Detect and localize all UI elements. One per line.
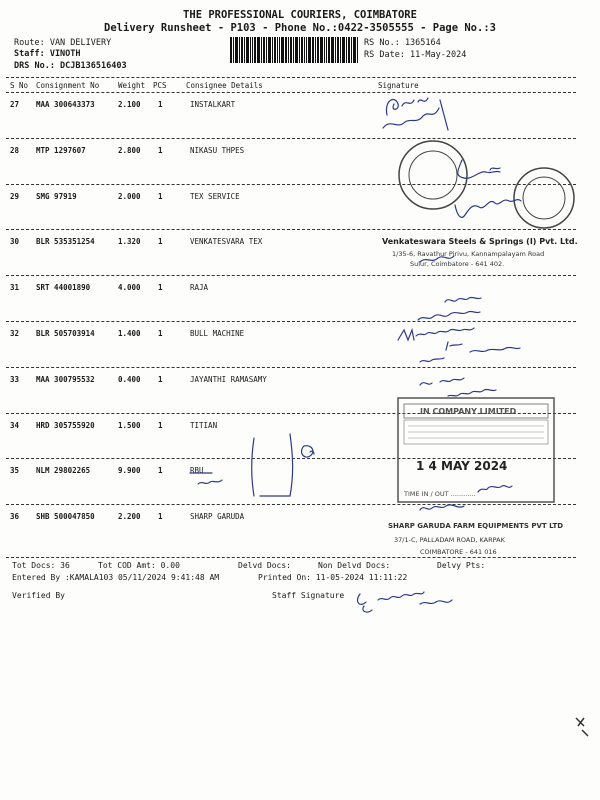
sharp-garuda-stamp [388,505,563,556]
row-consignee: TEX SERVICE [190,191,240,201]
company-name: THE PROFESSIONAL COURIERS, COIMBATORE [183,9,417,21]
row-weight: 2.100 [118,100,141,109]
venkateswara-name: Venkateswara Steels & Springs (I) Pvt. Ltd. [382,237,578,246]
row-consignee: RBU [190,466,204,476]
row-pcs: 1 [158,329,163,338]
col-signature: Signature [378,81,419,90]
row-consignee: SHARP GARUDA [190,512,245,522]
non-delivered-docs: Non Delvd Docs: [318,561,391,570]
courier-company: IN COMPANY LIMITED [420,407,517,416]
row-consignee: BULL MACHINE [190,329,245,338]
verified-by: Verified By [12,591,65,600]
row-pcs: 1 [158,466,163,476]
row-pcs: 1 [158,100,163,109]
row-sno: 36 [10,512,20,522]
sharp-name: SHARP GARUDA FARM EQUIPMENTS PVT LTD [388,522,564,530]
row-consignee: TITIAN [190,420,218,430]
staff-signature-ink [358,592,452,612]
staff-signature: Staff Signature [272,591,345,600]
delivery-points: Delvy Pts: [437,561,486,570]
col-weight: Weight [118,81,146,90]
signature-row-32 [398,328,520,362]
col-sno: S No [10,81,29,90]
row-consignment: MTP 1297607 [36,145,86,155]
row-pcs: 1 [158,283,163,293]
row-consignee: RAJA [190,283,209,293]
row-sno: 32 [10,329,20,338]
courier-stamp [398,398,554,502]
signature-row-34 [252,434,314,496]
sharp-addr1: 37/1-C, PALLADAM ROAD, KARPAK [394,536,505,544]
row-consignee: VENKATESVARA TEX [190,237,263,247]
rs-date: RS Date: 11-May-2024 [364,50,467,60]
sharp-addr2: COIMBATORE - 641 016 [420,548,497,556]
entered-by: Entered By :KAMALA103 05/11/2024 9:41:48 AM [12,573,220,582]
row-sno: 29 [10,191,20,201]
delivered-docs: Delvd Docs: [238,561,291,570]
row-consignee: INSTALKART [190,100,236,109]
drs-number: DRS No.: DCJB136516403 [14,61,127,71]
row-sno: 27 [10,100,20,109]
row-sno: 34 [10,420,20,430]
row-weight: 2.800 [118,145,141,155]
signature-row-31 [418,297,481,320]
total-docs: Tot Docs: 36 [12,561,70,570]
col-pcs: PCS [153,81,167,90]
row-consignment: BLR 535351254 [36,237,95,247]
divider [6,557,576,558]
printed-on: Printed On: 11-05-2024 11:11:22 [258,573,408,582]
row-pcs: 1 [158,374,163,384]
venkateswara-stamp [382,237,578,268]
row-weight: 1.400 [118,329,141,338]
strikethrough-row-35 [190,473,222,484]
col-consignment: Consignment No [36,81,100,90]
runsheet-title: Delivery Runsheet - P103 - Phone No.:0422-3505555 - Page No.:3 [104,22,496,34]
signature-row-27 [383,98,448,130]
row-sno: 30 [10,237,20,247]
venkateswara-addr1: 1/35-6, Ravathur Pirivu, Kannampalayam Road [392,250,545,258]
row-consignment: MAA 300643373 [36,100,95,109]
route-label: Route: VAN DELIVERY [14,38,112,48]
signature-row-33 [420,378,496,396]
row-consignee: NIKASU THPES [190,145,245,155]
row-consignment: SMG 97919 [36,191,77,201]
row-weight: 1.500 [118,420,141,430]
staff-label: Staff: VINOTH [14,49,81,59]
row-pcs: 1 [158,191,163,201]
rs-number: RS No.: 1365164 [364,38,441,48]
row-pcs: 1 [158,237,163,247]
row-consignment: NLM 29802265 [36,466,91,476]
row-weight: 0.400 [118,374,141,384]
courier-date: 1 4 MAY 2024 [416,459,508,473]
courier-time: TIME IN / OUT ............ [404,490,476,498]
row-weight: 1.320 [118,237,141,247]
corner-mark [576,718,588,736]
row-sno: 28 [10,145,20,155]
row-weight: 2.000 [118,191,141,201]
col-consignee: Consignee Details [186,81,263,90]
row-consignment: MAA 300795532 [36,374,95,384]
round-stamp [399,141,574,228]
row-sno: 33 [10,374,20,384]
row-pcs: 1 [158,420,163,430]
total-cod: Tot COD Amt: 0.00 [98,561,180,570]
row-pcs: 1 [158,145,163,155]
row-consignment: SHB 500047850 [36,512,95,522]
row-weight: 9.900 [118,466,141,476]
row-consignment: HRD 305755920 [36,420,95,430]
row-sno: 31 [10,283,20,293]
row-weight: 4.000 [118,283,141,293]
row-sno: 35 [10,466,20,476]
venkateswara-addr2: Sulur, Coimbatore - 641 402. [410,260,505,268]
row-weight: 2.200 [118,512,141,522]
row-consignment: SRT 44001890 [36,283,91,293]
row-consignment: BLR 505703914 [36,329,95,338]
row-consignee: JAYANTHI RAMASAMY [190,374,267,384]
signature-row-29 [455,200,521,218]
row-pcs: 1 [158,512,163,522]
